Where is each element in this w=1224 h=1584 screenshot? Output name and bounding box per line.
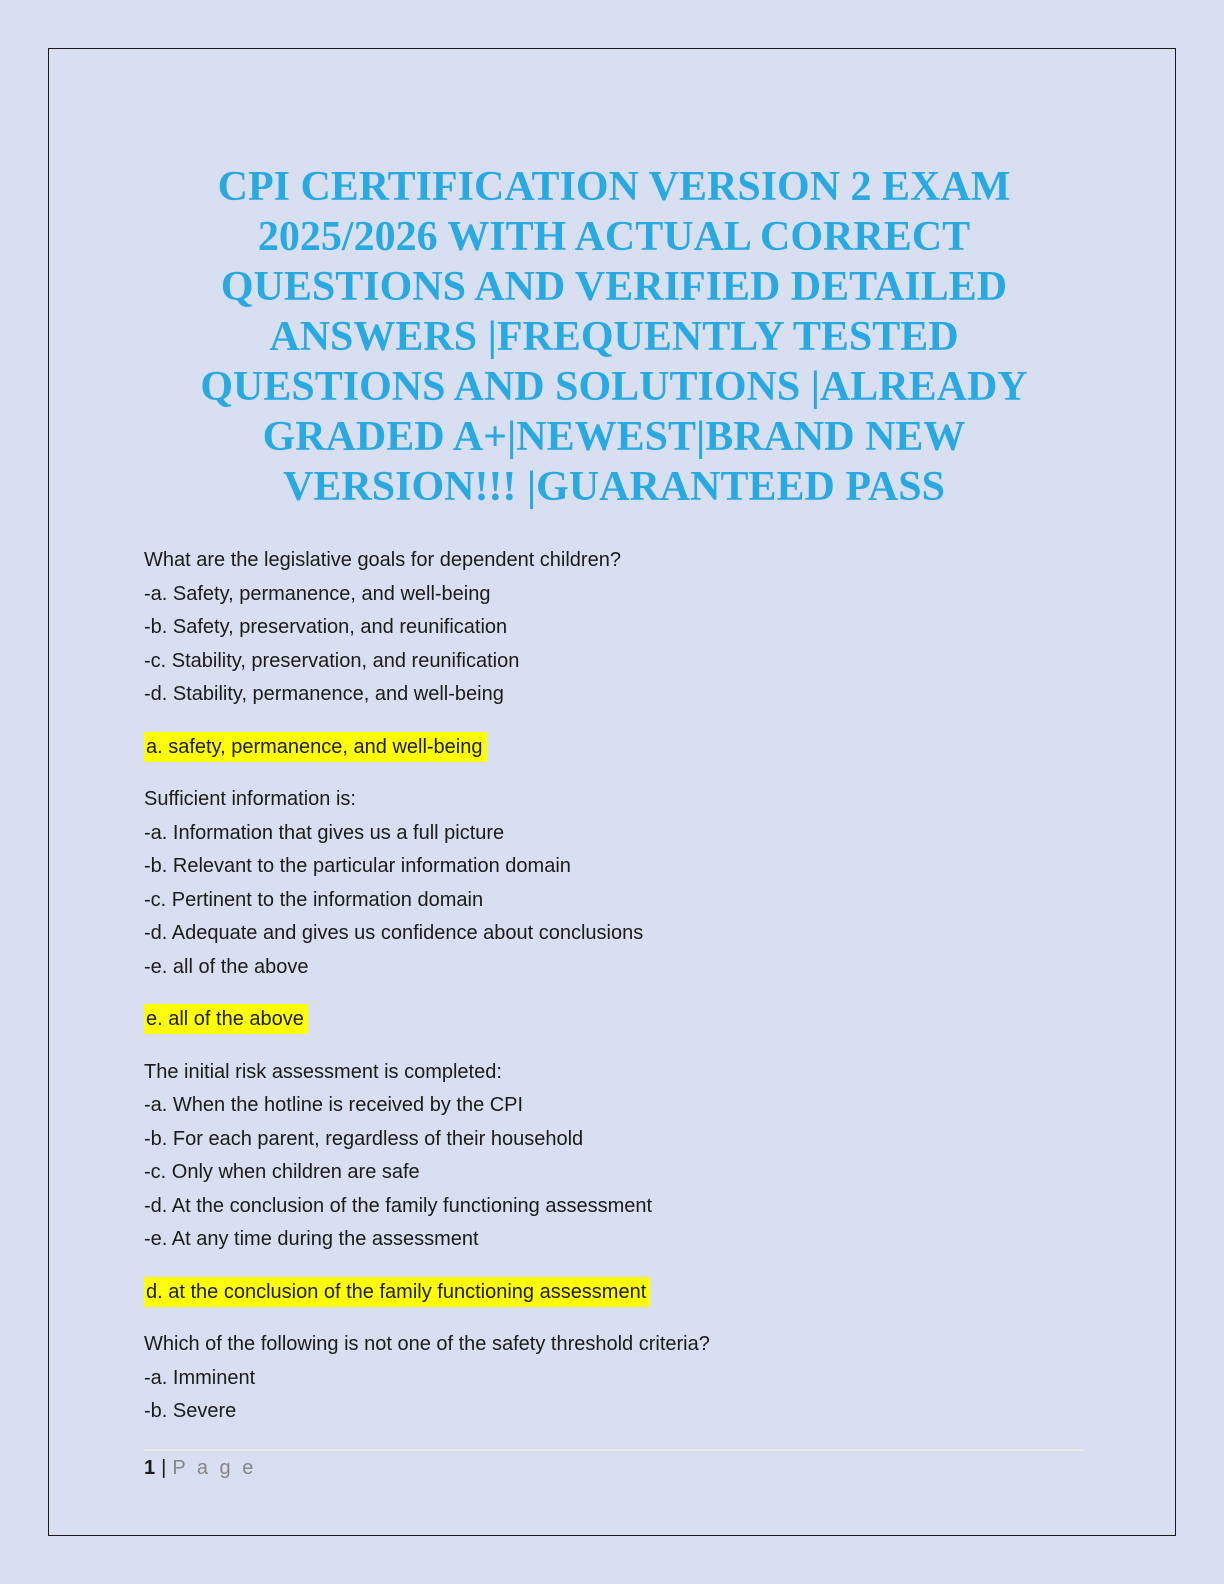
option-text: -a. Safety, permanence, and well-being — [144, 582, 491, 605]
footer-page-number: 1 — [144, 1457, 156, 1479]
option-text: -d. At the conclusion of the family functioning assessment — [144, 1194, 653, 1217]
option-text: -a. Imminent — [144, 1366, 256, 1389]
option-text: -a. When the hotline is received by the CPI — [144, 1094, 524, 1116]
option-text: -b. For each parent, regardless of their household — [144, 1127, 584, 1150]
document-title — [144, 162, 1084, 512]
page-content — [144, 49, 1084, 1448]
option-text: -a. Information that gives us a full picture — [144, 821, 505, 844]
option-text: -b. Severe — [144, 1400, 237, 1422]
option-text: -b. Relevant to the particular information domain — [144, 855, 571, 877]
answer-line — [144, 731, 1084, 765]
questions — [144, 544, 1084, 1429]
answer-highlight: e. all of the above — [144, 1004, 308, 1034]
title-line: GRADED A+|NEWEST|BRAND NEW — [262, 414, 966, 460]
title-line: CPI CERTIFICATION VERSION 2 EXAM — [217, 164, 1011, 210]
title-line: 2025/2026 WITH ACTUAL CORRECT — [257, 214, 971, 260]
question-block — [144, 1328, 1084, 1429]
option-text: -b. Safety, preservation, and reunification — [144, 616, 508, 638]
option-text: -e. At any time during the assessment — [144, 1228, 479, 1250]
answer-highlight: a. safety, permanence, and well-being — [144, 732, 487, 762]
option-text: -d. Adequate and gives us confidence about conclusions — [144, 922, 644, 944]
answer-highlight: d. at the conclusion of the family functioning assessment — [144, 1277, 650, 1307]
answer-line — [144, 1003, 1084, 1037]
question-text: Which of the following is not one of the safety threshold criteria? — [144, 1333, 710, 1355]
question-text: The initial risk assessment is completed: — [144, 1060, 502, 1083]
option-text: -c. Pertinent to the information domain — [144, 888, 484, 911]
question-text: What are the legislative goals for dependent children? — [144, 549, 621, 571]
page-footer — [144, 1449, 1084, 1480]
question-block — [144, 544, 1084, 712]
page-border — [48, 48, 1176, 1536]
option-text: -c. Only when children are safe — [144, 1161, 420, 1183]
footer-separator: | — [161, 1457, 167, 1479]
question-block — [144, 1056, 1084, 1257]
footer-page-label: P a g e — [172, 1457, 257, 1479]
title-line: QUESTIONS AND SOLUTIONS |ALREADY — [200, 364, 1028, 410]
question-text: Sufficient information is: — [144, 788, 356, 810]
title-line: ANSWERS |FREQUENTLY TESTED — [269, 314, 959, 360]
title-line: VERSION!!! |GUARANTEED PASS — [283, 464, 945, 510]
option-text: -d. Stability, permanence, and well-being — [144, 683, 504, 705]
option-text: -c. Stability, preservation, and reunification — [144, 649, 520, 672]
title-line: QUESTIONS AND VERIFIED DETAILED — [220, 264, 1008, 310]
option-text: -e. all of the above — [144, 955, 309, 978]
question-block — [144, 783, 1084, 984]
answer-line — [144, 1276, 1084, 1310]
